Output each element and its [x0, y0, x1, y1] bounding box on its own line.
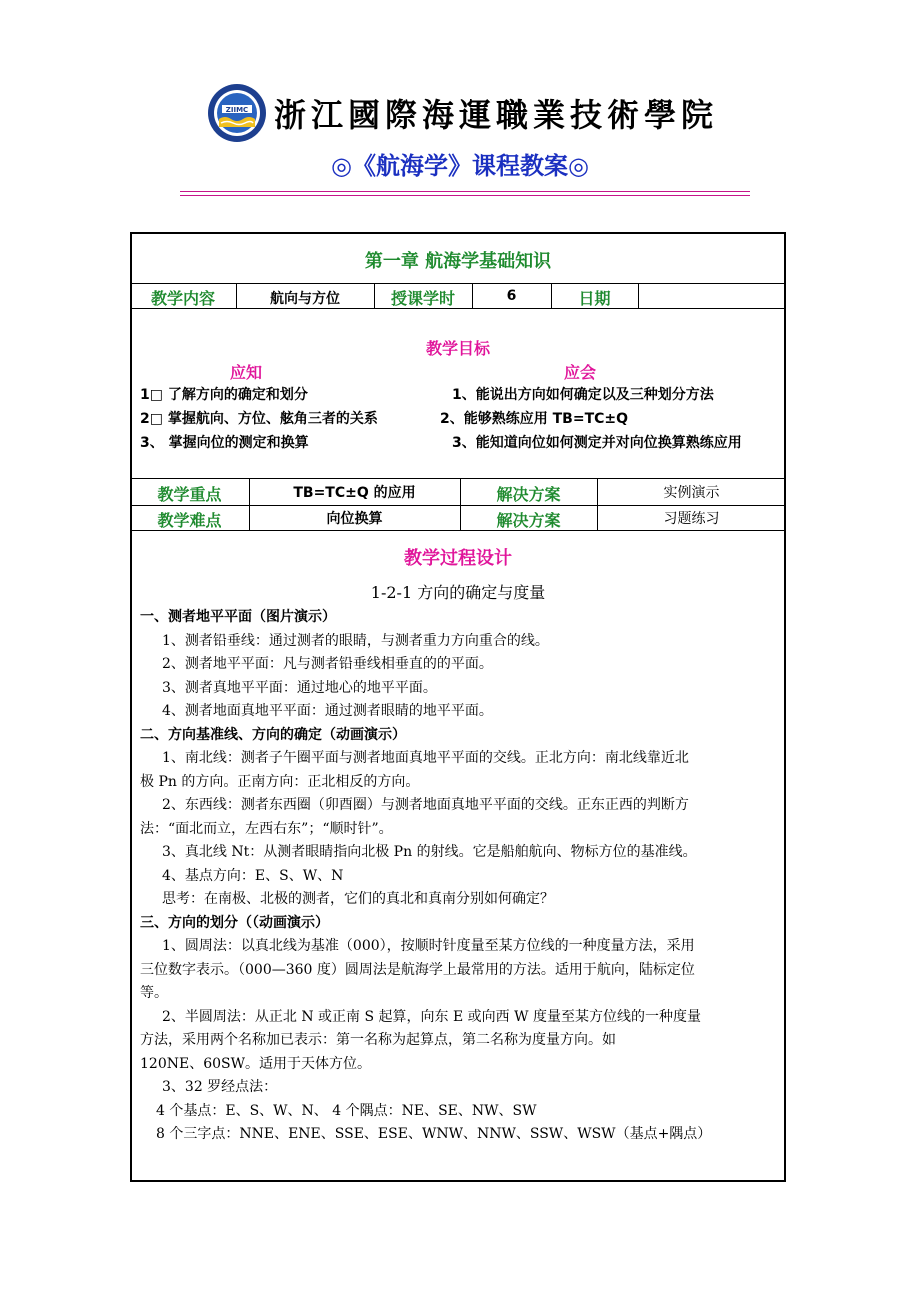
know-item: 2□ 掌握航向、方位、舷角三者的关系: [140, 411, 378, 427]
body-line: 3、测者真地平平面：通过地心的地平平面。: [162, 679, 437, 696]
hours-label: 授课学时: [390, 289, 455, 308]
body-line: 极 Pn 的方向。正南方向：正北相反的方向。: [140, 773, 420, 790]
body-line: 法：“面北而立，左西右东”；“顺时针”。: [140, 820, 393, 837]
chapter-title: 第一章 航海学基础知识: [364, 251, 552, 272]
school-seal-icon: [207, 83, 267, 143]
svg-text:ZIIMC: ZIIMC: [225, 106, 249, 114]
content-value: 航向与方位: [270, 291, 340, 307]
focus-label: 教学重点: [157, 485, 222, 504]
body-line: 2、半圆周法：从正北 N 或正南 S 起算，向东 E 或向西 W 度量至某方位线的一种度量: [162, 1008, 701, 1025]
know-item: 1□ 了解方向的确定和划分: [140, 387, 308, 403]
know-heading: 应知: [230, 363, 263, 382]
body-line: 1、南北线：测者子午圈平面与测者地面真地平平面的交线。正北方向：南北线靠近北: [162, 750, 689, 766]
table-rule: [130, 283, 786, 284]
course-title: ◎《航海学》课程教案◎: [331, 152, 589, 180]
focus-solution: 实例演示: [663, 485, 720, 501]
table-rule: [130, 478, 786, 479]
content-label: 教学内容: [150, 289, 215, 308]
objectives-title: 教学目标: [425, 339, 490, 358]
section-heading: 二、方向基准线、方向的确定（动画演示）: [140, 726, 406, 743]
body-line: 3、32 罗经点法：: [162, 1079, 278, 1095]
difficulty-solution-label: 解决方案: [496, 511, 561, 530]
know-item: 3、 掌握向位的测定和换算: [140, 435, 309, 451]
difficulty-value: 向位换算: [326, 511, 383, 527]
body-line: 思考：在南极、北极的测者，它们的真北和真南分别如何确定？: [162, 891, 554, 907]
hours-value: 6: [506, 288, 517, 304]
section-title: 1-2-1 方向的确定与度量: [370, 583, 546, 602]
focus-solution-label: 解决方案: [496, 485, 561, 504]
body-line: 8 个三字点：NNE、ENE、SSE、ESE、WNW、NNW、SSW、WSW（基点+隅点）: [156, 1126, 712, 1142]
can-item: 1、能说出方向如何确定以及三种划分方法: [452, 387, 714, 403]
body-line: 4、测者地面真地平平面：通过测者眼睛的地平平面。: [162, 703, 493, 719]
focus-value: TB=TC±Q 的应用: [293, 485, 416, 501]
body-line: 4 个基点：E、S、W、N、 4 个隅点：NE、SE、NW、SW: [156, 1102, 537, 1119]
title-rule-bottom: [180, 195, 750, 196]
date-label: 日期: [578, 289, 611, 308]
school-name: 浙江國際海運職業技術學院: [274, 96, 719, 134]
process-body: [140, 606, 776, 1147]
section-heading: 三、方向的划分（（动画演示）: [140, 914, 329, 931]
body-line: 3、真北线 Nt：从测者眼睛指向北极 Pn 的射线。它是船舶航向、物标方位的基准线。: [162, 844, 697, 860]
table-col-rule: [638, 283, 639, 308]
process-title: 教学过程设计: [404, 548, 512, 569]
body-line: 等。: [140, 985, 168, 1001]
can-item: 2、能够熟练应用 TB=TC±Q: [440, 411, 629, 427]
body-line: 2、测者地平平面：凡与测者铅垂线相垂直的的平面。: [162, 656, 493, 672]
body-line: 方法，采用两个名称加已表示：第一名称为起算点，第二名称为度量方向。如: [140, 1032, 616, 1048]
section-heading: 一、测者地平平面（图片演示）: [140, 609, 336, 625]
body-line: 120NE、60SW。适用于天体方位。: [140, 1055, 371, 1072]
title-rule-top: [180, 191, 750, 192]
can-item: 3、能知道向位如何测定并对向位换算熟练应用: [452, 435, 742, 451]
difficulty-label: 教学难点: [157, 511, 222, 530]
can-heading: 应会: [564, 363, 597, 382]
body-line: 1、测者铅垂线：通过测者的眼睛，与测者重力方向重合的线。: [162, 632, 549, 649]
body-line: 4、基点方向：E、S、W、N: [162, 867, 344, 884]
difficulty-solution: 习题练习: [663, 511, 720, 527]
body-line: 2、东西线：测者东西圈（卯酉圈）与测者地面真地平平面的交线。正东正西的判断方: [162, 797, 689, 813]
body-line: 1、圆周法：以真北线为基准（000），按顺时针度量至某方位线的一种度量方法，采用: [162, 938, 695, 954]
body-line: 三位数字表示。（000—360 度）圆周法是航海学上最常用的方法。适用于航向，陆标定位: [140, 961, 695, 978]
table-rule: [130, 505, 786, 506]
